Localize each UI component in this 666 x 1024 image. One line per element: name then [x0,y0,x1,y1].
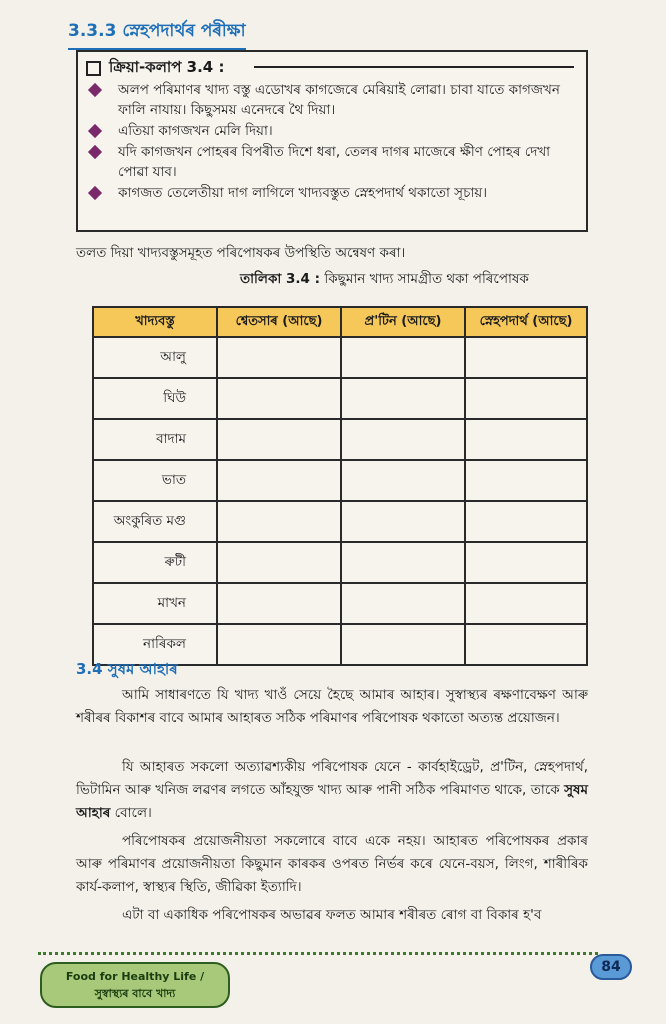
empty-cell [465,337,587,378]
table-caption-label: তালিকা 3.4 : [240,271,321,287]
empty-cell [217,460,341,501]
food-cell: ৰুটী [93,542,217,583]
heading-rule [254,66,574,68]
list-item: অলপ পৰিমাণৰ খাদ্য বস্তু এডোখৰ কাগজেৰে মেৰিয়াই লোৱা। চাবা যাতে কাগজখন ফালি নাযায়। কিছুসময় এনেদৰে থৈ দিয়া। [88,80,582,120]
list-item: কাগজত তেলেতীয়া দাগ লাগিলে খাদ্যবস্তুত স্নেহপদাৰ্থ থকাতো সূচায়। [88,183,582,203]
list-item: এতিয়া কাগজখন মেলি দিয়া। [88,121,582,141]
empty-cell [217,378,341,419]
empty-cell [341,378,465,419]
food-cell: মাখন [93,583,217,624]
diamond-bullet-icon [88,186,102,200]
footer-line-2: সুস্বাস্থ্যৰ বাবে খাদ্য [94,987,176,1000]
food-cell: ভাত [93,460,217,501]
empty-cell [217,583,341,624]
balanced-diet-term: সুষম আহাৰ [76,782,588,821]
intro-text: তলত দিয়া খাদ্যবস্তুসমূহত পৰিপোষকৰ উপস্থিতি অন্বেষণ কৰা। [76,245,406,261]
list-item: যদি কাগজখন পোহৰৰ বিপৰীত দিশে ধৰা, তেলৰ দাগৰ মাজেৰে ক্ষীণ পোহৰ দেখা পোৱা যাব। [88,142,582,182]
footer-divider [38,952,598,955]
empty-cell [341,501,465,542]
table-caption-text: কিছুমান খাদ্য সামগ্ৰীত থকা পৰিপোষক [320,271,529,287]
empty-cell [341,583,465,624]
empty-cell [341,337,465,378]
table-row [93,378,587,419]
empty-cell [341,542,465,583]
food-cell: ঘিউ [93,378,217,419]
column-header: স্নেহপদাৰ্থ (আছে) [465,307,587,337]
empty-cell [217,501,341,542]
footer-line-1: Food for Healthy Life / [65,970,205,983]
empty-cell [465,460,587,501]
empty-cell [217,624,341,665]
activity-heading [86,56,224,81]
table-header-row [93,307,587,337]
empty-cell [217,542,341,583]
empty-cell [341,624,465,665]
column-header: শ্বেতসাৰ (আছে) [217,307,341,337]
empty-cell [465,419,587,460]
section2-title: 3.4 সুষম আহাৰ [76,660,178,678]
paragraph-3: পৰিপোষকৰ প্ৰয়োজনীয়তা সকলোৰে বাবে একে নহয়। আহাৰত পৰিপোষকৰ প্ৰকাৰ আৰু পৰিমাণৰ প্ৰয়োজনীয়তা কিছুমান কাৰকৰ ওপৰত নিৰ্ভৰ কৰে যেনে-বয়স, লিংগ, শাৰীৰিক কাৰ্য-কলাপ, স্বাস্থ্যৰ স্থিতি, জীৱিকা ইত্যাদি। [76,833,588,895]
empty-cell [217,419,341,460]
table-caption [240,268,529,291]
page-number: 84 [590,954,632,980]
paragraph-2: যি আহাৰত সকলো অত্যাৱশ্যকীয় পৰিপোষক যেনে - কাৰ্বহাইড্ৰেট, প্ৰ'টিন, স্নেহপদাৰ্থ, ভিটামিন আৰু খনিজ লৱণৰ লগতে আঁহযুক্ত খাদ্য আৰু পানী সঠিক পৰিমাণত থাকে, তাকে সুষম আহাৰ বোলে। [76,759,588,821]
food-cell: নাৰিকল [93,624,217,665]
footer-chapter-label [40,962,230,1008]
checkbox-icon [86,61,101,76]
diamond-bullet-icon [88,83,102,97]
section-title: 3.3.3 স্নেহপদাৰ্থৰ পৰীক্ষা [68,18,246,50]
empty-cell [465,624,587,665]
nutrient-table [92,306,588,666]
empty-cell [465,501,587,542]
table-row [93,460,587,501]
paragraph-1: আমি সাধাৰণতে যি খাদ্য খাওঁ সেয়ে হৈছে আমাৰ আহাৰ। সুস্বাস্থ্যৰ ৰক্ষণাবেক্ষণ আৰু শৰীৰৰ বিকাশৰ বাবে আমাৰ আহাৰত সঠিক পৰিমাণৰ পৰিপোষক থকাতো অত্যন্ত প্ৰয়োজন। [76,687,588,726]
table-row [93,501,587,542]
diamond-bullet-icon [88,145,102,159]
activity-heading-text: ক্ৰিয়া-কলাপ 3.4 : [109,58,225,76]
food-cell: বাদাম [93,419,217,460]
column-header: খাদ্যবস্তু [93,307,217,337]
table-row [93,542,587,583]
paragraph-4: এটা বা একাধিক পৰিপোষকৰ অভাৱৰ ফলত আমাৰ শৰীৰত ৰোগ বা বিকাৰ হ'ব [122,907,542,923]
empty-cell [341,419,465,460]
food-cell: আলু [93,337,217,378]
empty-cell [217,337,341,378]
activity-box [76,50,588,232]
empty-cell [465,378,587,419]
table-row [93,337,587,378]
diamond-bullet-icon [88,124,102,138]
empty-cell [465,542,587,583]
table-row [93,583,587,624]
food-cell: অংকুৰিত মগু [93,501,217,542]
column-header: প্ৰ'টিন (আছে) [341,307,465,337]
empty-cell [465,583,587,624]
empty-cell [341,460,465,501]
activity-list [88,80,582,204]
table-row [93,419,587,460]
